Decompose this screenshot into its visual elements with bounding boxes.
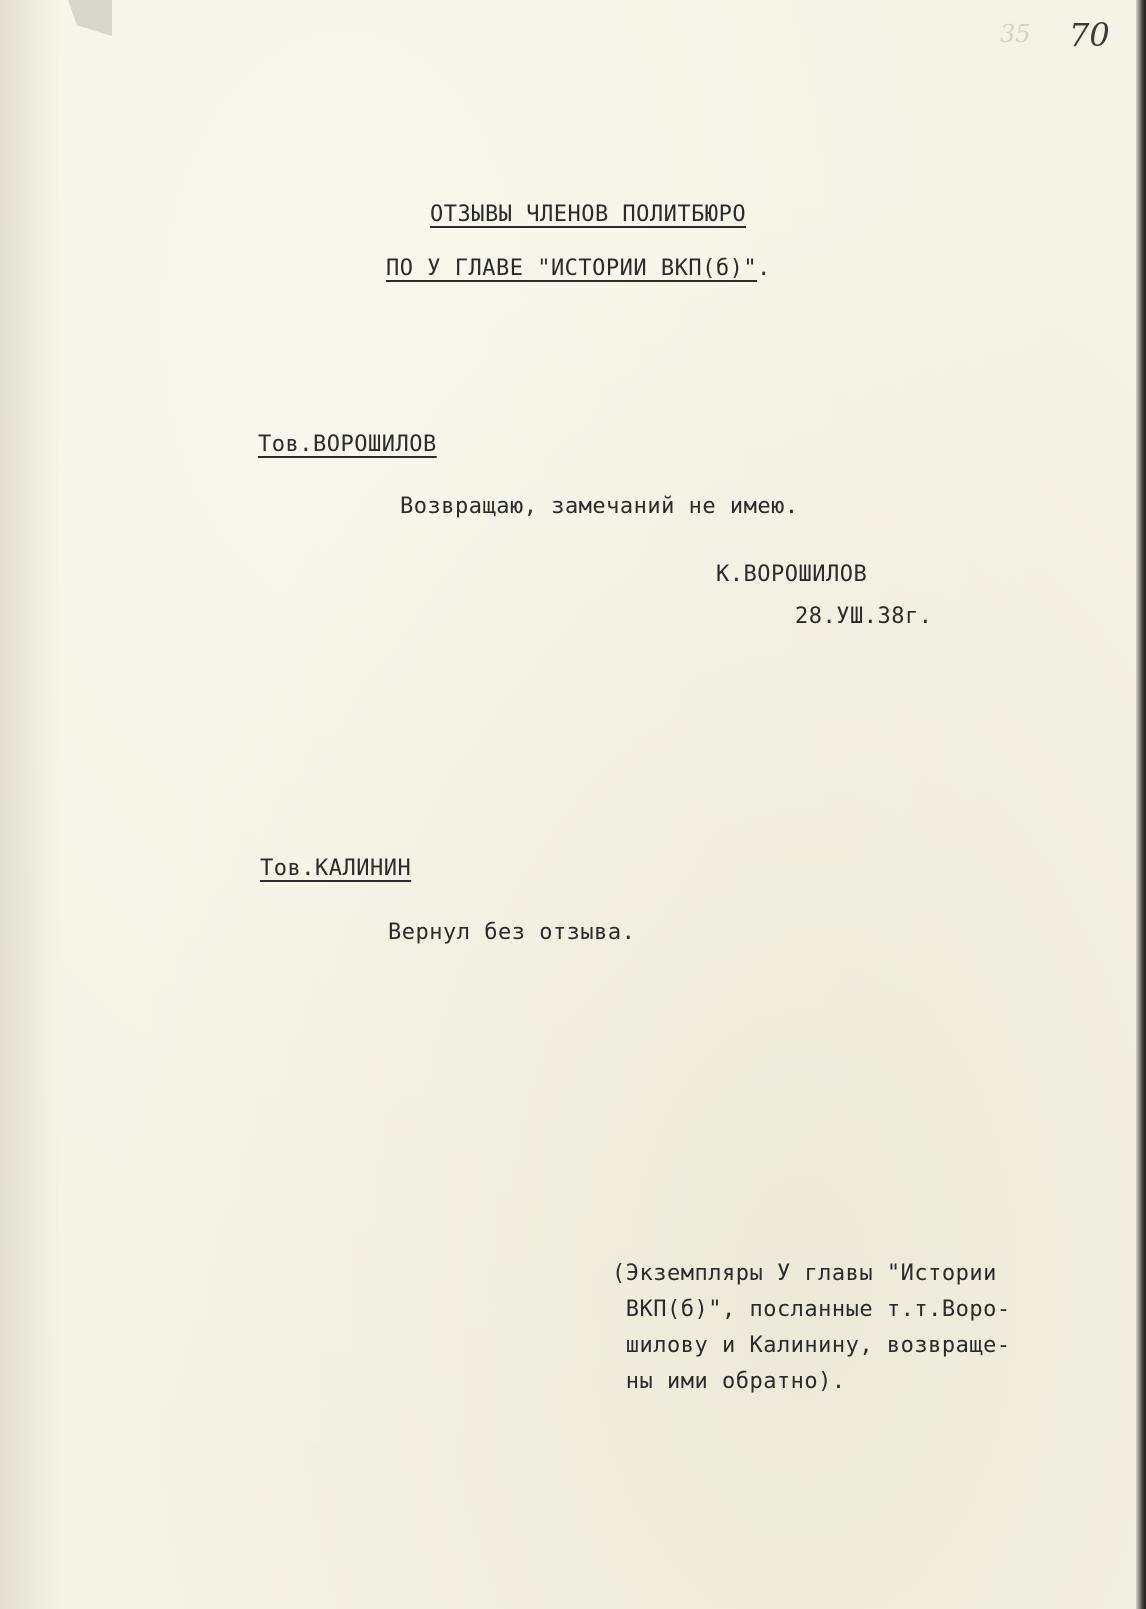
- section-heading-voroshilov: Тов.ВОРОШИЛОВ: [258, 432, 437, 457]
- title-line-2-period: .: [757, 256, 771, 281]
- date-voroshilov: 28.УШ.38г.: [795, 604, 933, 629]
- section-heading-kalinin: Тов.КАЛИНИН: [260, 856, 412, 881]
- title-line-2-text: ПО У ГЛАВЕ "ИСТОРИИ ВКП(б)": [386, 256, 758, 281]
- faint-page-number: 35: [1000, 20, 1031, 48]
- footnote-line-1: (Экземпляры У главы "Истории: [612, 1261, 997, 1286]
- section-text-voroshilov: Возвращаю, замечаний не имею.: [400, 494, 799, 519]
- title-line-2: [386, 258, 771, 280]
- page-number: 70: [1069, 16, 1110, 54]
- signature-voroshilov: К.ВОРОШИЛОВ: [716, 562, 868, 587]
- section-text-kalinin: Вернул без отзыва.: [388, 920, 636, 945]
- title-line-1: ОТЗЫВЫ ЧЛЕНОВ ПОЛИТБЮРО: [430, 202, 747, 227]
- torn-corner: [68, 0, 112, 36]
- paper-fold-shadow: [0, 0, 60, 1609]
- footnote-line-3: шилову и Калинину, возвраще-: [612, 1333, 1011, 1358]
- footnote-line-2: ВКП(б)", посланные т.т.Воро-: [612, 1297, 1011, 1322]
- footnote-line-4: ны ими обратно).: [612, 1369, 846, 1394]
- footnote: [612, 1256, 1082, 1400]
- scan-edge: [1136, 0, 1146, 1609]
